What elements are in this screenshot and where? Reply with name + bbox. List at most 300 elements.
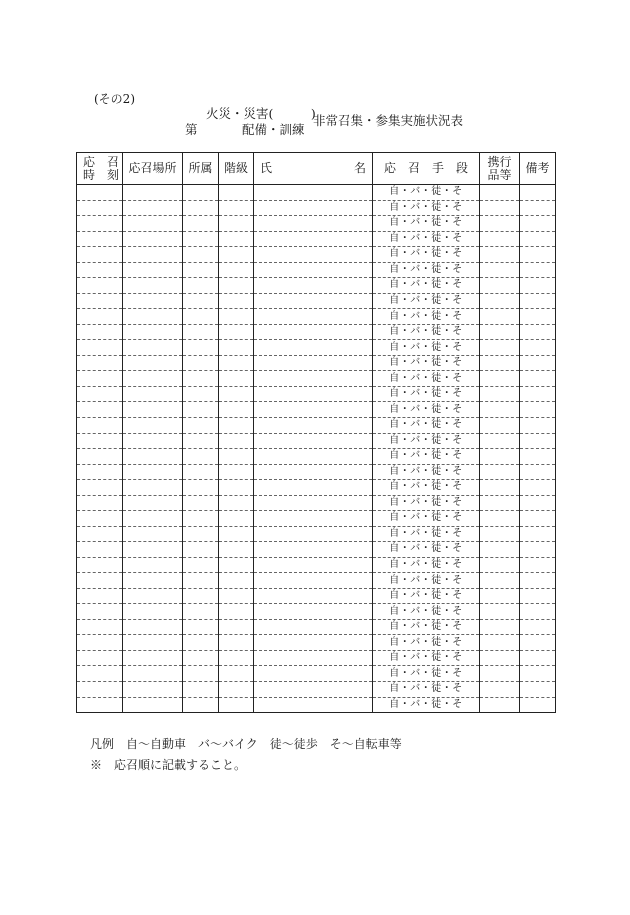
cell-place[interactable] [123, 278, 183, 294]
disaster-line: 火災・災害( ) [206, 106, 316, 121]
cell-time[interactable] [77, 433, 123, 449]
cell-name[interactable] [254, 340, 373, 356]
cell-name[interactable] [254, 417, 373, 433]
cell-name[interactable] [254, 200, 373, 216]
table-row [77, 216, 556, 232]
cell-time[interactable] [77, 309, 123, 325]
cell-remarks[interactable] [520, 557, 556, 573]
cell-items[interactable] [480, 309, 520, 325]
cell-time[interactable] [77, 573, 123, 589]
cell-rank[interactable] [219, 355, 254, 371]
cell-rank[interactable] [219, 464, 254, 480]
cell-name[interactable] [254, 511, 373, 527]
cell-place[interactable] [123, 511, 183, 527]
cell-remarks[interactable] [520, 200, 556, 216]
cell-affiliation[interactable] [183, 449, 219, 465]
col-items-bottom: 品等 [487, 167, 512, 182]
cell-name[interactable] [254, 433, 373, 449]
cell-time[interactable] [77, 526, 123, 542]
cell-items[interactable] [480, 464, 520, 480]
cell-name[interactable] [254, 619, 373, 635]
cell-name[interactable] [254, 309, 373, 325]
cell-items[interactable] [480, 278, 520, 294]
cell-method[interactable]: 自・バ・徒・そ [373, 386, 480, 402]
cell-affiliation[interactable] [183, 526, 219, 542]
col-time [77, 153, 123, 185]
cell-time[interactable] [77, 557, 123, 573]
cell-remarks[interactable] [520, 417, 556, 433]
cell-name[interactable] [254, 697, 373, 713]
cell-place[interactable] [123, 355, 183, 371]
table-row [77, 293, 556, 309]
cell-remarks[interactable] [520, 619, 556, 635]
cell-items[interactable] [480, 542, 520, 558]
cell-affiliation[interactable] [183, 278, 219, 294]
cell-remarks[interactable] [520, 355, 556, 371]
cell-place[interactable] [123, 262, 183, 278]
cell-place[interactable] [123, 433, 183, 449]
cell-place[interactable] [123, 557, 183, 573]
cell-method[interactable]: 自・バ・徒・そ [373, 247, 480, 263]
cell-affiliation[interactable] [183, 666, 219, 682]
cell-items[interactable] [480, 511, 520, 527]
cell-rank[interactable] [219, 417, 254, 433]
cell-rank[interactable] [219, 231, 254, 247]
cell-items[interactable] [480, 557, 520, 573]
cell-name[interactable] [254, 650, 373, 666]
cell-name[interactable] [254, 666, 373, 682]
cell-method[interactable]: 自・バ・徒・そ [373, 324, 480, 340]
cell-remarks[interactable] [520, 262, 556, 278]
cell-rank[interactable] [219, 480, 254, 496]
table-row [77, 666, 556, 682]
cell-place[interactable] [123, 231, 183, 247]
cell-remarks[interactable] [520, 526, 556, 542]
cell-method[interactable]: 自・バ・徒・そ [373, 417, 480, 433]
cell-method[interactable]: 自・バ・徒・そ [373, 340, 480, 356]
cell-name[interactable] [254, 449, 373, 465]
cell-method[interactable]: 自・バ・徒・そ [373, 433, 480, 449]
cell-items[interactable] [480, 573, 520, 589]
cell-place[interactable] [123, 309, 183, 325]
cell-name[interactable] [254, 185, 373, 201]
cell-remarks[interactable] [520, 402, 556, 418]
cell-time[interactable] [77, 604, 123, 620]
cell-method[interactable]: 自・バ・徒・そ [373, 480, 480, 496]
cell-remarks[interactable] [520, 542, 556, 558]
cell-place[interactable] [123, 526, 183, 542]
cell-place[interactable] [123, 480, 183, 496]
cell-place[interactable] [123, 293, 183, 309]
cell-rank[interactable] [219, 386, 254, 402]
cell-time[interactable] [77, 262, 123, 278]
cell-place[interactable] [123, 619, 183, 635]
cell-time[interactable] [77, 340, 123, 356]
table-row [77, 278, 556, 294]
cell-remarks[interactable] [520, 573, 556, 589]
cell-method[interactable]: 自・バ・徒・そ [373, 216, 480, 232]
cell-rank[interactable] [219, 309, 254, 325]
cell-remarks[interactable] [520, 278, 556, 294]
cell-remarks[interactable] [520, 371, 556, 387]
cell-rank[interactable] [219, 573, 254, 589]
cell-rank[interactable] [219, 542, 254, 558]
cell-affiliation[interactable] [183, 371, 219, 387]
table-row [77, 185, 556, 201]
cell-time[interactable] [77, 697, 123, 713]
cell-name[interactable] [254, 682, 373, 698]
cell-affiliation[interactable] [183, 464, 219, 480]
cell-affiliation[interactable] [183, 650, 219, 666]
cell-remarks[interactable] [520, 604, 556, 620]
cell-items[interactable] [480, 526, 520, 542]
cell-rank[interactable] [219, 262, 254, 278]
header-row [77, 153, 556, 185]
cell-remarks[interactable] [520, 340, 556, 356]
cell-method[interactable]: 自・バ・徒・そ [373, 293, 480, 309]
cell-place[interactable] [123, 340, 183, 356]
cell-rank[interactable] [219, 635, 254, 651]
cell-rank[interactable] [219, 619, 254, 635]
cell-remarks[interactable] [520, 511, 556, 527]
cell-items[interactable] [480, 231, 520, 247]
cell-affiliation[interactable] [183, 355, 219, 371]
cell-rank[interactable] [219, 557, 254, 573]
cell-affiliation[interactable] [183, 340, 219, 356]
table-body [77, 185, 556, 713]
cell-method[interactable]: 自・バ・徒・そ [373, 650, 480, 666]
cell-remarks[interactable] [520, 433, 556, 449]
cell-items[interactable] [480, 697, 520, 713]
cell-items[interactable] [480, 185, 520, 201]
cell-place[interactable] [123, 324, 183, 340]
cell-remarks[interactable] [520, 231, 556, 247]
cell-time[interactable] [77, 402, 123, 418]
cell-affiliation[interactable] [183, 495, 219, 511]
cell-items[interactable] [480, 588, 520, 604]
cell-remarks[interactable] [520, 324, 556, 340]
cell-name[interactable] [254, 293, 373, 309]
cell-name[interactable] [254, 216, 373, 232]
cell-affiliation[interactable] [183, 682, 219, 698]
cell-place[interactable] [123, 417, 183, 433]
cell-remarks[interactable] [520, 464, 556, 480]
cell-method[interactable]: 自・バ・徒・そ [373, 464, 480, 480]
cell-time[interactable] [77, 495, 123, 511]
cell-name[interactable] [254, 278, 373, 294]
table-row [77, 588, 556, 604]
cell-method[interactable]: 自・バ・徒・そ [373, 635, 480, 651]
table-row [77, 526, 556, 542]
cell-place[interactable] [123, 635, 183, 651]
cell-remarks[interactable] [520, 697, 556, 713]
cell-affiliation[interactable] [183, 604, 219, 620]
table-row [77, 495, 556, 511]
cell-remarks[interactable] [520, 588, 556, 604]
cell-rank[interactable] [219, 247, 254, 263]
cell-time[interactable] [77, 449, 123, 465]
cell-rank[interactable] [219, 666, 254, 682]
cell-time[interactable] [77, 635, 123, 651]
cell-name[interactable] [254, 495, 373, 511]
cell-method[interactable]: 自・バ・徒・そ [373, 511, 480, 527]
cell-name[interactable] [254, 542, 373, 558]
cell-time[interactable] [77, 464, 123, 480]
cell-items[interactable] [480, 386, 520, 402]
col-name-left: 氏 [260, 161, 273, 175]
cell-method[interactable]: 自・バ・徒・そ [373, 588, 480, 604]
cell-place[interactable] [123, 464, 183, 480]
cell-place[interactable] [123, 697, 183, 713]
cell-affiliation[interactable] [183, 216, 219, 232]
cell-items[interactable] [480, 247, 520, 263]
cell-time[interactable] [77, 200, 123, 216]
cell-time[interactable] [77, 371, 123, 387]
cell-items[interactable] [480, 216, 520, 232]
cell-name[interactable] [254, 588, 373, 604]
cell-name[interactable] [254, 355, 373, 371]
col-time-bottom: 時 刻 [83, 167, 120, 182]
cell-items[interactable] [480, 262, 520, 278]
instruction-note: ※ 応召順に記載すること。 [90, 758, 247, 772]
cell-method[interactable]: 自・バ・徒・そ [373, 231, 480, 247]
cell-rank[interactable] [219, 604, 254, 620]
cell-name[interactable] [254, 573, 373, 589]
cell-time[interactable] [77, 247, 123, 263]
cell-place[interactable] [123, 371, 183, 387]
cell-rank[interactable] [219, 433, 254, 449]
cell-method[interactable]: 自・バ・徒・そ [373, 666, 480, 682]
cell-name[interactable] [254, 247, 373, 263]
cell-remarks[interactable] [520, 247, 556, 263]
cell-rank[interactable] [219, 495, 254, 511]
cell-affiliation[interactable] [183, 557, 219, 573]
cell-place[interactable] [123, 588, 183, 604]
cell-remarks[interactable] [520, 650, 556, 666]
col-place: 応召場所 [123, 153, 183, 185]
cell-items[interactable] [480, 480, 520, 496]
cell-remarks[interactable] [520, 386, 556, 402]
cell-time[interactable] [77, 355, 123, 371]
cell-time[interactable] [77, 480, 123, 496]
cell-affiliation[interactable] [183, 231, 219, 247]
order-prefix: 第 [185, 122, 198, 137]
cell-affiliation[interactable] [183, 185, 219, 201]
cell-method[interactable]: 自・バ・徒・そ [373, 449, 480, 465]
cell-rank[interactable] [219, 200, 254, 216]
cell-place[interactable] [123, 386, 183, 402]
cell-affiliation[interactable] [183, 573, 219, 589]
cell-name[interactable] [254, 557, 373, 573]
cell-method[interactable]: 自・バ・徒・そ [373, 526, 480, 542]
cell-items[interactable] [480, 433, 520, 449]
cell-affiliation[interactable] [183, 588, 219, 604]
table-row [77, 309, 556, 325]
cell-time[interactable] [77, 682, 123, 698]
cell-rank[interactable] [219, 449, 254, 465]
cell-affiliation[interactable] [183, 309, 219, 325]
cell-items[interactable] [480, 200, 520, 216]
cell-items[interactable] [480, 650, 520, 666]
cell-name[interactable] [254, 231, 373, 247]
cell-affiliation[interactable] [183, 402, 219, 418]
cell-method[interactable]: 自・バ・徒・そ [373, 402, 480, 418]
cell-time[interactable] [77, 185, 123, 201]
cell-remarks[interactable] [520, 216, 556, 232]
cell-affiliation[interactable] [183, 433, 219, 449]
cell-remarks[interactable] [520, 449, 556, 465]
cell-method[interactable]: 自・バ・徒・そ [373, 557, 480, 573]
cell-affiliation[interactable] [183, 262, 219, 278]
cell-method[interactable]: 自・バ・徒・そ [373, 495, 480, 511]
cell-remarks[interactable] [520, 666, 556, 682]
table-row [77, 480, 556, 496]
cell-rank[interactable] [219, 371, 254, 387]
cell-rank[interactable] [219, 697, 254, 713]
cell-time[interactable] [77, 511, 123, 527]
table-row [77, 247, 556, 263]
cell-time[interactable] [77, 417, 123, 433]
cell-name[interactable] [254, 262, 373, 278]
cell-affiliation[interactable] [183, 417, 219, 433]
cell-affiliation[interactable] [183, 247, 219, 263]
cell-items[interactable] [480, 340, 520, 356]
cell-remarks[interactable] [520, 495, 556, 511]
cell-place[interactable] [123, 247, 183, 263]
cell-place[interactable] [123, 573, 183, 589]
cell-method[interactable]: 自・バ・徒・そ [373, 371, 480, 387]
cell-affiliation[interactable] [183, 619, 219, 635]
cell-name[interactable] [254, 464, 373, 480]
cell-remarks[interactable] [520, 185, 556, 201]
cell-affiliation[interactable] [183, 480, 219, 496]
cell-rank[interactable] [219, 511, 254, 527]
cell-place[interactable] [123, 682, 183, 698]
cell-rank[interactable] [219, 278, 254, 294]
cell-place[interactable] [123, 216, 183, 232]
cell-affiliation[interactable] [183, 511, 219, 527]
cell-name[interactable] [254, 480, 373, 496]
cell-affiliation[interactable] [183, 386, 219, 402]
cell-rank[interactable] [219, 682, 254, 698]
cell-remarks[interactable] [520, 480, 556, 496]
cell-name[interactable] [254, 371, 373, 387]
cell-items[interactable] [480, 635, 520, 651]
cell-time[interactable] [77, 666, 123, 682]
cell-rank[interactable] [219, 340, 254, 356]
cell-items[interactable] [480, 604, 520, 620]
cell-name[interactable] [254, 526, 373, 542]
cell-rank[interactable] [219, 588, 254, 604]
cell-affiliation[interactable] [183, 200, 219, 216]
cell-items[interactable] [480, 371, 520, 387]
cell-time[interactable] [77, 542, 123, 558]
cell-affiliation[interactable] [183, 293, 219, 309]
cell-method[interactable]: 自・バ・徒・そ [373, 355, 480, 371]
cell-rank[interactable] [219, 650, 254, 666]
cell-place[interactable] [123, 402, 183, 418]
cell-time[interactable] [77, 231, 123, 247]
cell-method[interactable]: 自・バ・徒・そ [373, 682, 480, 698]
cell-rank[interactable] [219, 402, 254, 418]
cell-items[interactable] [480, 417, 520, 433]
cell-place[interactable] [123, 495, 183, 511]
cell-name[interactable] [254, 635, 373, 651]
cell-affiliation[interactable] [183, 697, 219, 713]
cell-time[interactable] [77, 278, 123, 294]
cell-place[interactable] [123, 666, 183, 682]
cell-method[interactable]: 自・バ・徒・そ [373, 278, 480, 294]
cell-method[interactable]: 自・バ・徒・そ [373, 619, 480, 635]
page-title: 非常召集・参集実施状況表 [313, 113, 464, 128]
cell-place[interactable] [123, 185, 183, 201]
cell-method[interactable]: 自・バ・徒・そ [373, 185, 480, 201]
cell-method[interactable]: 自・バ・徒・そ [373, 542, 480, 558]
cell-rank[interactable] [219, 185, 254, 201]
cell-place[interactable] [123, 200, 183, 216]
cell-rank[interactable] [219, 293, 254, 309]
cell-method[interactable]: 自・バ・徒・そ [373, 573, 480, 589]
table-row [77, 573, 556, 589]
table-row [77, 464, 556, 480]
cell-time[interactable] [77, 324, 123, 340]
cell-items[interactable] [480, 619, 520, 635]
cell-rank[interactable] [219, 526, 254, 542]
cell-rank[interactable] [219, 216, 254, 232]
cell-place[interactable] [123, 604, 183, 620]
cell-method[interactable]: 自・バ・徒・そ [373, 200, 480, 216]
cell-affiliation[interactable] [183, 324, 219, 340]
cell-remarks[interactable] [520, 635, 556, 651]
cell-method[interactable]: 自・バ・徒・そ [373, 697, 480, 713]
cell-time[interactable] [77, 619, 123, 635]
cell-items[interactable] [480, 666, 520, 682]
cell-time[interactable] [77, 386, 123, 402]
cell-name[interactable] [254, 386, 373, 402]
cell-items[interactable] [480, 449, 520, 465]
cell-place[interactable] [123, 449, 183, 465]
table-row [77, 371, 556, 387]
cell-time[interactable] [77, 588, 123, 604]
cell-name[interactable] [254, 324, 373, 340]
table-row [77, 262, 556, 278]
cell-place[interactable] [123, 542, 183, 558]
cell-remarks[interactable] [520, 293, 556, 309]
cell-items[interactable] [480, 682, 520, 698]
cell-time[interactable] [77, 293, 123, 309]
cell-affiliation[interactable] [183, 542, 219, 558]
cell-remarks[interactable] [520, 309, 556, 325]
cell-place[interactable] [123, 650, 183, 666]
cell-items[interactable] [480, 293, 520, 309]
cell-items[interactable] [480, 355, 520, 371]
cell-name[interactable] [254, 604, 373, 620]
cell-time[interactable] [77, 650, 123, 666]
cell-name[interactable] [254, 402, 373, 418]
cell-method[interactable]: 自・バ・徒・そ [373, 604, 480, 620]
col-rank: 階級 [219, 153, 254, 185]
cell-remarks[interactable] [520, 682, 556, 698]
cell-affiliation[interactable] [183, 635, 219, 651]
cell-time[interactable] [77, 216, 123, 232]
cell-method[interactable]: 自・バ・徒・そ [373, 262, 480, 278]
cell-method[interactable]: 自・バ・徒・そ [373, 309, 480, 325]
cell-rank[interactable] [219, 324, 254, 340]
cell-items[interactable] [480, 495, 520, 511]
cell-items[interactable] [480, 324, 520, 340]
table-row [77, 402, 556, 418]
cell-items[interactable] [480, 402, 520, 418]
